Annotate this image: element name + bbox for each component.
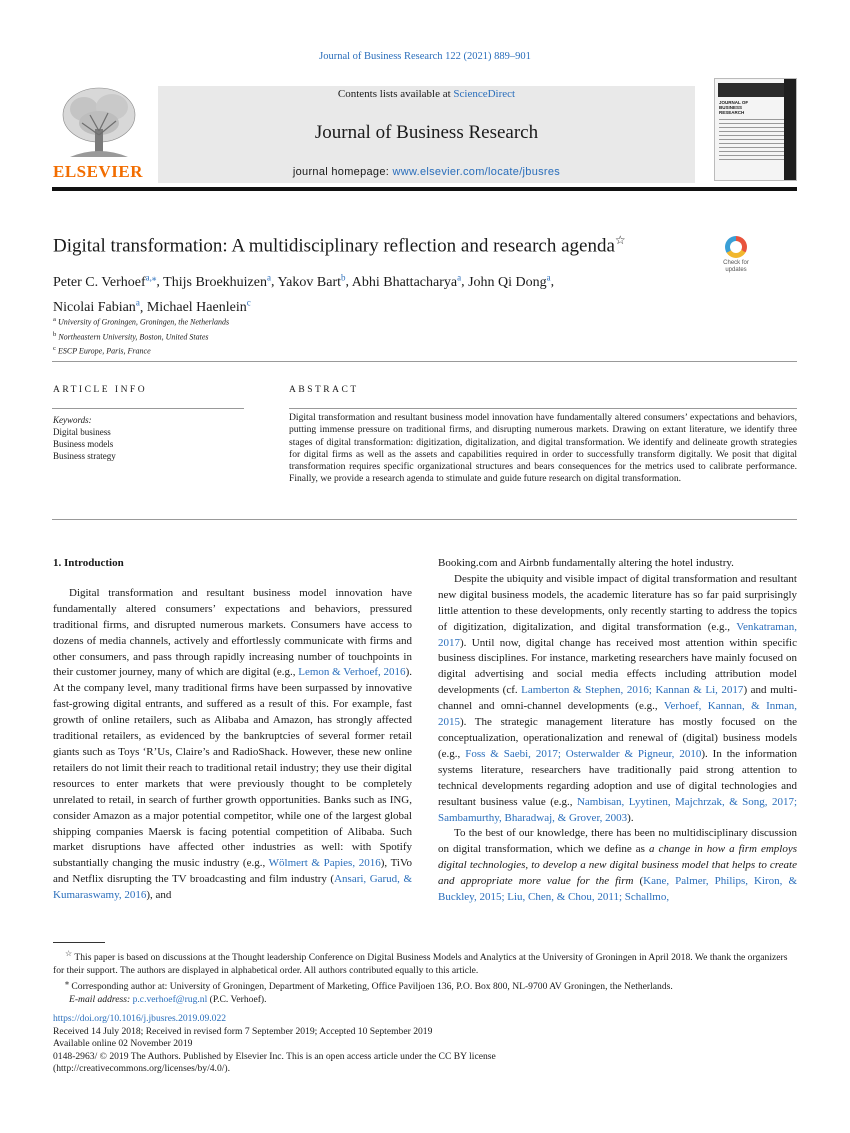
email-link[interactable]: p.c.verhoef@rug.nl [132,994,208,1006]
check-for-updates-button[interactable] [717,236,755,276]
abstract-heading: ABSTRACT [289,385,359,395]
elsevier-tree-icon [60,85,138,161]
body-column-right [438,556,797,906]
keywords-block [53,414,116,462]
available-date: Available online 02 November 2019 [53,1038,193,1050]
contents-line: Contents lists available at ScienceDirect [337,88,516,100]
citation-link[interactable]: Foss & Saebi, 2017; Osterwalder & Pigneur, 2010 [465,747,702,760]
journal-masthead [158,86,695,183]
cover-banner [718,83,793,97]
cover-side-strip [784,79,796,181]
citation-link[interactable]: Lamberton & Stephen, 2016; Kannan & Li, 2017 [521,684,744,697]
elsevier-logo[interactable] [52,85,144,185]
divider [52,408,244,409]
divider [52,519,797,520]
citation-link[interactable]: Wölmert & Papies, 2016 [268,857,381,870]
keyword: Digital business [53,427,111,437]
journal-citation[interactable]: Journal of Business Research 122 (2021) 889–901 [319,51,531,62]
author[interactable]: Michael Haenlein$^c$ [146,297,251,316]
crossmark-icon [725,236,747,258]
header-rule [52,187,797,191]
footnotes [53,948,797,1007]
citation-link[interactable]: Ansari, Garud, & Kumaraswamy, 2016 [53,873,413,902]
author[interactable]: Abhi Bhattacharya$^a$ [351,272,462,290]
cover-title: JOURNAL OF BUSINESS RESEARCH [719,100,749,115]
paragraph: Despite the ubiquity and visible impact of digital transformation and resultant new digital business models, the academic literature has so far paid surprisingly little attention to these developments, only recently starting to address the topics of digitization, digitalization, and digital transformation (e.g., Venkatraman, 2017). Until now, digital change has received most attention within specific business disciplines. For instance, marketing researchers have mainly focused on digital advertising and social media effects including attribution model developments (cf. Lamberton & Stephen, 2016; Kannan & Li, 2017) and multi-channel and omni-channel developments (e.g., Verhoef, Kannan, & Inman, 2015). The strategic management literature has mostly focused on the conceptualization, operationalization and renewal of (digital) business models (e.g., Foss & Saebi, 2017; Osterwalder & Pigneur, 2010). In the information systems literature, researchers have traditionally paid strong attention to technical developments regarding adoption and use of digital technologies and resultant business value (e.g., Nambisan, Lyytinen, Majchrzak, & Song, 2017; Sambamurthy, Bharadwaj, & Grover, 2003). [438,572,798,824]
title-footnote-mark[interactable]: ☆ [614,233,626,247]
divider [52,361,797,362]
paper-title: Digital transformation: A multidisciplinary reflection and research agenda☆ [53,233,626,257]
citation-link[interactable]: Verhoef, Kannan, & Inman, 2015 [438,700,797,729]
citation-link[interactable]: Lemon & Verhoef, 2016 [298,666,406,679]
sciencedirect-link[interactable]: ScienceDirect [453,88,516,100]
doi-link[interactable]: https://doi.org/10.1016/j.jbusres.2019.09.022 [53,1013,227,1024]
author[interactable]: John Qi Dong$^a$ [468,272,551,290]
section-heading: 1. Introduction [53,557,124,569]
paragraph: To the best of our knowledge, there has been no multidisciplinary discussion on digital transformation, which we define as a change in how a firm employs digital technologies, to develop a new digital business model that helps to create and appropriate more value for the firm (Kane, Palmer, Philips, Kiron, & Buckley, 2015; Liu, Chen, & Chou, 2011; Schallmo, [438,827,798,904]
license-url[interactable]: (http://creativecommons.org/licenses/by/4.0/). [53,1063,231,1075]
body-column-left [53,556,412,904]
publisher-wordmark: ELSEVIER [53,162,143,181]
citation-link[interactable]: Venkatraman, 2017 [438,620,797,649]
received-dates: Received 14 July 2018; Received in revised form 7 September 2019; Accepted 10 September 2019 [53,1025,433,1037]
affiliation: $^c$ ESCP Europe, Paris, France [53,345,151,356]
check-updates-label: Check for updates [723,260,749,273]
definition-text: a change in how a firm employs digital technologies, to develop a new digital business model that helps to create and appropriate more value for the firm [438,843,797,888]
journal-homepage: journal homepage: www.elsevier.com/locate/jbusres [292,166,561,178]
footnote-rule [53,942,105,943]
cover-contents [719,119,792,160]
keyword: Business models [53,439,114,449]
author[interactable]: Thijs Broekhuizen$^a$ [163,272,271,290]
footnote: ☆ This paper is based on discussions at the Thought leadership Conference on Digital Business Models and Analytics at the University of Groningen in April 2018. We thank the organizers for their support. The authors are displayed in alphabetical order. All authors contributed equally to this article. [53,949,788,976]
journal-name: Journal of Business Research [314,122,539,143]
keywords-label: Keywords: [53,415,92,425]
author-list: Peter C. Verhoef$^{a,⁎}$, Thijs Broekhuizen$^a$, Yakov Bart$^b$, Abhi Bhattacharya$^a$, John Qi Dong$^a$, Nicolai Fabian$^a$, Michael Haenlein$^c$ [53,272,555,316]
affiliation: $^b$ Northeastern University, Boston, United States [53,330,209,342]
citation-link[interactable]: Kane, Palmer, Philips, Kiron, & Buckley, 2015; Liu, Chen, & Chou, 2011; Schallmo, [438,875,798,904]
homepage-link[interactable]: www.elsevier.com/locate/jbusres [392,166,561,178]
author[interactable]: Peter C. Verhoef$^{a,⁎}$ [53,272,157,290]
author[interactable]: Nicolai Fabian$^a$ [53,297,140,316]
affiliation: $^a$ University of Groningen, Groningen, the Netherlands [53,316,230,327]
affiliations [53,314,229,358]
keyword: Business strategy [53,451,116,461]
article-info-heading: ARTICLE INFO [53,385,148,395]
paragraph: Digital transformation and resultant business model innovation have fundamentally altered consumers’ expectations and behaviors, pressured traditional firms, and disrupted numerous markets. Consumers have access to dozens of media channels, actively and effortlessly communicate with firms and other consumers, and pass through rapidly increasing number of touchpoints in their customer journey, many of which are digital (e.g., Lemon & Verhoef, 2016). At the company level, many traditional firms have been surpassed by innovative fast-growing digital entrants, and suffered as a result of this. For example, fast growth of online retailers, such as Alibaba and Amazon, has strongly affected traditional retailers, as evidenced by the bankruptcies of several former retail giants such as Toys ‘R’Us, Claire’s and RadioShack. However, these new online retailers do not limit their reach to traditional retail industry; they use their digital resources to enter markets that were previously thought to be completely unrelated to retail, in search of further growth opportunities. Banks such as ING, consider Amazon as a major potential competitor, while one of the largest global shipping companies Maersk is facing potential competition of Alibaba. Such market disruptions have affected other industries as well: with Spotify substantially changing the music industry (e.g., Wölmert & Papies, 2016), TiVo and Netflix disrupting the TV broadcasting and film industry (Ansari, Garud, & Kumaraswamy, 2016), and [53,586,413,902]
author[interactable]: Yakov Bart$^b$ [277,272,346,290]
license-text: 0148-2963/ © 2019 The Authors. Published by Elsevier Inc. This is an open access article under the CC BY license [53,1050,496,1062]
abstract-text: Digital transformation and resultant business model innovation have fundamentally altered consumers’ expectations and behaviors, putting immense pressure on traditional firms, and disrupting numerous markets. Drawing on extant literature, we identify three stages of digital transformation: digitization, digitalization, and digital transformation. We identify and delineate growth strategies for digital firms as well as the assets and capabilities required in order to successfully transform digitally. We posit that digital transformation requires specific organizational structures and bears consequences for the metrics used to calibrate performance. Finally, we provide a research agenda to stimulate and guide future research on digital transformation. [289,412,797,485]
journal-cover-thumbnail[interactable] [714,78,797,181]
email-line: E-mail address: p.c.verhoef@rug.nl (P.C. Verhoef). [69,994,267,1006]
citation-link[interactable]: Nambisan, Lyytinen, Majchrzak, & Song, 2017; Sambamurthy, Bharadwaj, & Grover, 2003 [438,795,798,824]
divider [289,408,797,409]
paragraph: Booking.com and Airbnb fundamentally altering the hotel industry. [438,557,734,569]
footnote: ⁎ Corresponding author at: University of Groningen, Department of Marketing, Office Paviljoen 136, P.O. Box 800, NL-9700 AV Groningen, the Netherlands. [65,978,673,993]
publication-info [53,1013,797,1076]
